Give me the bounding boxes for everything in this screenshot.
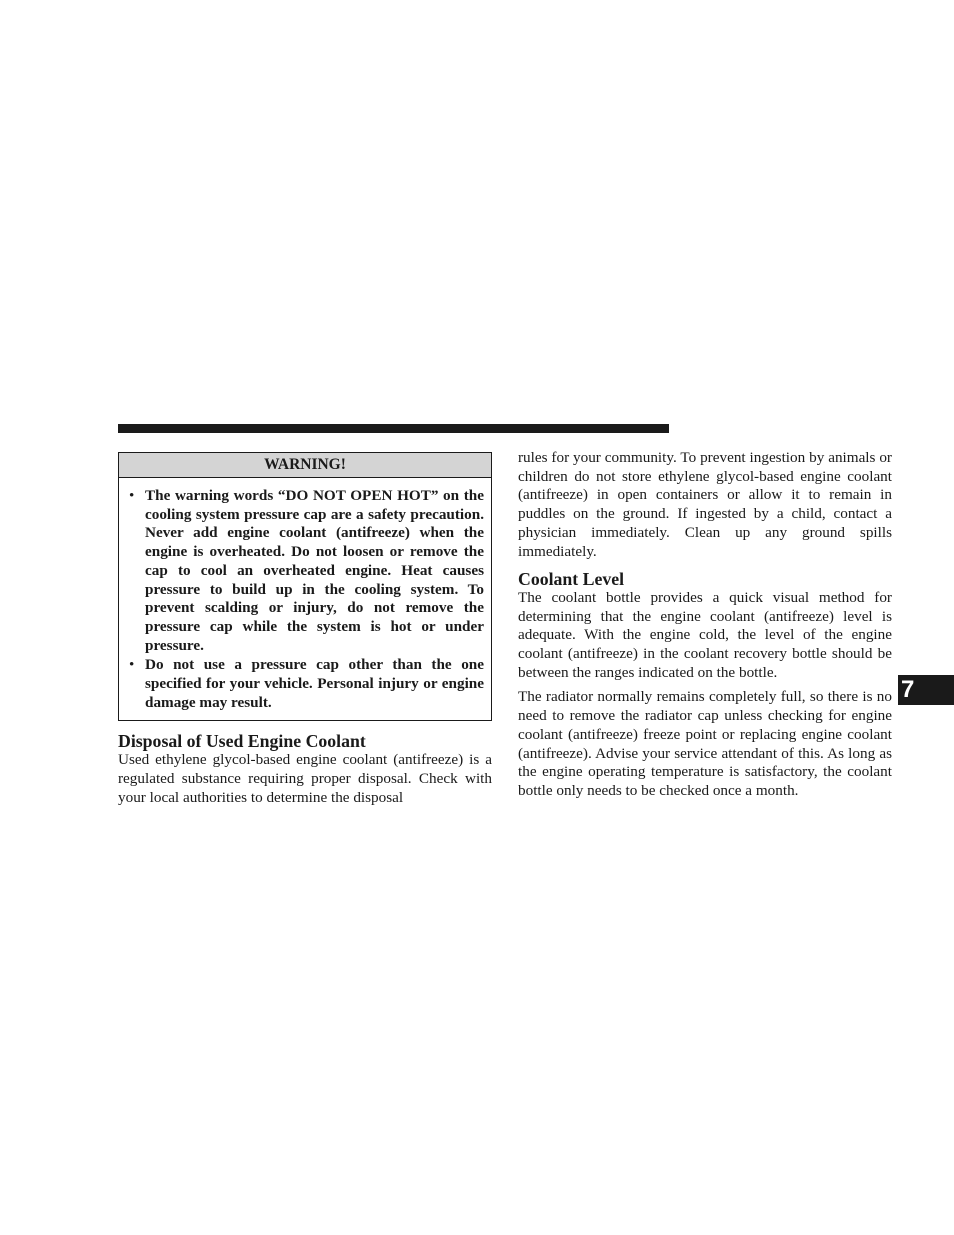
warning-title: WARNING! [119, 453, 491, 478]
warning-item-text: The warning words “DO NOT OPEN HOT” on the cooling system pressure cap are a safety precaution. Never add engine coolant (antifreeze) when the engine is overheated. Do not loosen or remove the cap to cool an overheated engine. Heat causes pressure to build up in the cooling system. To prevent scalding or injury, do not remove the pressure cap while the system is hot or under pressure. [145, 487, 484, 654]
chapter-tab: 7 [898, 675, 954, 705]
bullet-icon: • [129, 656, 135, 674]
disposal-heading: Disposal of Used Engine Coolant [118, 731, 366, 752]
warning-item [127, 487, 484, 655]
warning-box [118, 452, 492, 721]
bullet-icon: • [129, 487, 135, 504]
warning-item [127, 656, 484, 712]
right-column [518, 449, 892, 801]
disposal-body-left: Used ethylene glycol-based engine coolant (antifreeze) is a regulated substance requiring proper disposal. Check with your local authorities to determine the disposal [118, 751, 492, 806]
warning-item-text: Do not use a pressure cap other than the one specified for your vehicle. Personal injury or engine damage may result. [145, 656, 484, 711]
warning-list [119, 478, 491, 720]
coolant-level-heading: Coolant Level [518, 569, 625, 590]
section-top-rule [118, 424, 669, 433]
coolant-level-paragraph-1: The coolant bottle provides a quick visual method for determining that the engine coolant (antifreeze) level is adequate. With the engine cold, the level of the engine coolant (antifreeze) in the coolant recovery bottle should be between the ranges indicated on the bottle. [518, 588, 892, 681]
left-column [118, 452, 492, 807]
disposal-body-right: rules for your community. To prevent ingestion by animals or children do not store ethylene glycol-based engine coolant (antifreeze) in open containers or allow it to remain in puddles on the ground. If ingested by a child, contact a physician immediately. Clean up any ground spills immediately. [518, 449, 892, 560]
coolant-level-paragraph-2: The radiator normally remains completely full, so there is no need to remove the radiator cap unless checking for engine coolant (antifreeze) freeze point or replacing engine coolant (antifreeze). Advise your service attendant of this. As long as the engine operating temperature is satisfactory, the coolant bottle only needs to be checked once a month. [518, 688, 892, 799]
